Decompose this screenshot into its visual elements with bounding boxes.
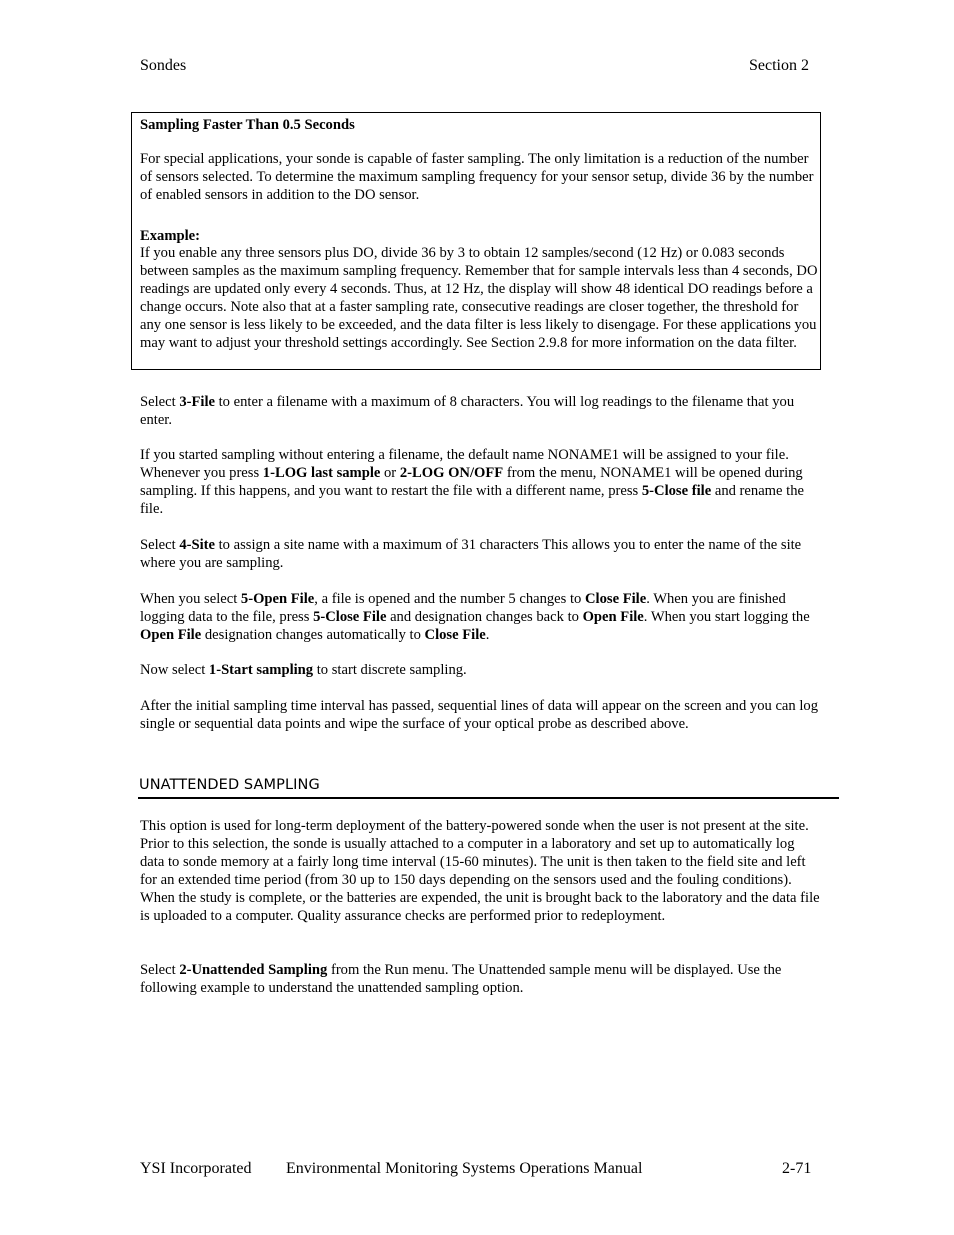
paragraph-site <box>140 536 820 572</box>
bold-text: 1-Start sampling <box>208 662 314 678</box>
paragraph-after-interval <box>140 697 820 733</box>
bold-text: Close File <box>424 627 486 643</box>
text: to start discrete sampling. <box>313 662 467 678</box>
note-title: Sampling Faster Than 0.5 Seconds <box>140 117 355 133</box>
bold-text: 5-Open File <box>240 591 315 607</box>
text: , a file is opened and the number 5 changes to <box>314 591 585 607</box>
text: If you started sampling without entering a filename, the default name NONAME1 will be assigned to your file. Whenever you press <box>140 447 789 481</box>
paragraph-default-name <box>140 446 820 518</box>
text: to assign a site name with a maximum of 31 characters This allows you to enter the name of the site where you are sampling. <box>140 537 802 571</box>
text: When you select <box>140 591 241 607</box>
text: Select <box>140 394 180 410</box>
text: or <box>380 465 400 481</box>
text: and rename the file. <box>140 483 804 517</box>
bold-text: Open File <box>582 609 644 625</box>
note-example-text: If you enable any three sensors plus DO, divide 36 by 3 to obtain 12 samples/second (12 Hz) or 0.083 seconds between samples as the maximum sampling frequency. Remember that for sample intervals less than 4 seconds, DO readings are updated only every 4 seconds. Thus, at 12 Hz, the display will show 48 identical DO readings before a change occurs. Note also that at a faster sampling rate, consecutive readings are closer together, the threshold for any one sensor is less likely to be exceeded, and the data filter is less likely to disengage. For these applications you may want to adjust your threshold settings accordingly. See Section 2.9.8 for more information on the data filter. <box>140 245 818 351</box>
bold-text: Open File <box>140 627 202 643</box>
header-right: Section 2 <box>749 57 809 74</box>
footer-company: YSI Incorporated <box>140 1160 252 1177</box>
section-heading: UNATTENDED SAMPLING <box>139 777 320 793</box>
paragraph-unattended-intro <box>140 817 820 925</box>
text: After the initial sampling time interval has passed, sequential lines of data will appear on the screen and you can log single or sequential data points and wipe the surface of your optical probe as described above. <box>140 698 818 732</box>
header-left: Sondes <box>140 57 187 74</box>
bold-text: 5-Close file <box>641 483 712 499</box>
bold-text: Close File <box>585 591 647 607</box>
bold-text: 3-File <box>179 394 215 410</box>
text: and designation changes back to <box>386 609 583 625</box>
section-rule <box>138 797 839 799</box>
bold-text: 2-Unattended Sampling <box>179 962 328 978</box>
footer-page-number: 2-71 <box>782 1160 812 1177</box>
bold-text: 1-LOG last sample <box>262 465 381 481</box>
footer-manual-title: Environmental Monitoring Systems Operations Manual <box>286 1160 643 1177</box>
text: from the menu, NONAME1 will be opened during sampling. If this happens, and you want to restart the file with a different name, press <box>140 465 803 499</box>
note-intro: For special applications, your sonde is capable of faster sampling. The only limitation is a reduction of the number of sensors selected. To determine the maximum sampling frequency for your sensor setup, divide 36 by the number of enabled sensors in addition to the DO sensor. <box>140 151 814 203</box>
bold-text: 4-Site <box>179 537 215 553</box>
text: to enter a filename with a maximum of 8 characters. You will log readings to the filename that you enter. <box>140 394 795 428</box>
text: . When you are finished logging data to the file, press <box>140 591 786 625</box>
text: Select <box>140 962 180 978</box>
note-example-label: Example: <box>140 228 200 244</box>
text: . When you start logging the <box>643 609 810 625</box>
paragraph-start-sampling <box>140 661 820 679</box>
bold-text: 2-LOG ON/OFF <box>399 465 504 481</box>
paragraph-unattended-select <box>140 961 820 997</box>
text: . <box>485 627 490 643</box>
paragraph-file <box>140 393 820 429</box>
text: This option is used for long-term deployment of the battery-powered sonde when the user is not present at the site. Prior to this selection, the sonde is usually attached to a computer in a laboratory and set up to automatically log data to sonde memory at a fairly long time interval (15-60 minutes). The unit is then taken to the field site and left for an extended time period (from 30 up to 150 days depending on the sensors used and the fouling conditions). When the study is complete, or the batteries are expended, the unit is brought back to the laboratory and the data file is uploaded to a computer. Quality assurance checks are performed prior to redeployment. <box>140 818 820 924</box>
text: designation changes automatically to <box>201 627 425 643</box>
note-box <box>131 112 821 370</box>
text: Now select <box>140 662 209 678</box>
bold-text: 5-Close File <box>313 609 387 625</box>
text: Select <box>140 537 180 553</box>
paragraph-open-file <box>140 590 820 644</box>
text: from the Run menu. The Unattended sample menu will be displayed. Use the following example to understand the unattended sampling option. <box>140 962 782 996</box>
